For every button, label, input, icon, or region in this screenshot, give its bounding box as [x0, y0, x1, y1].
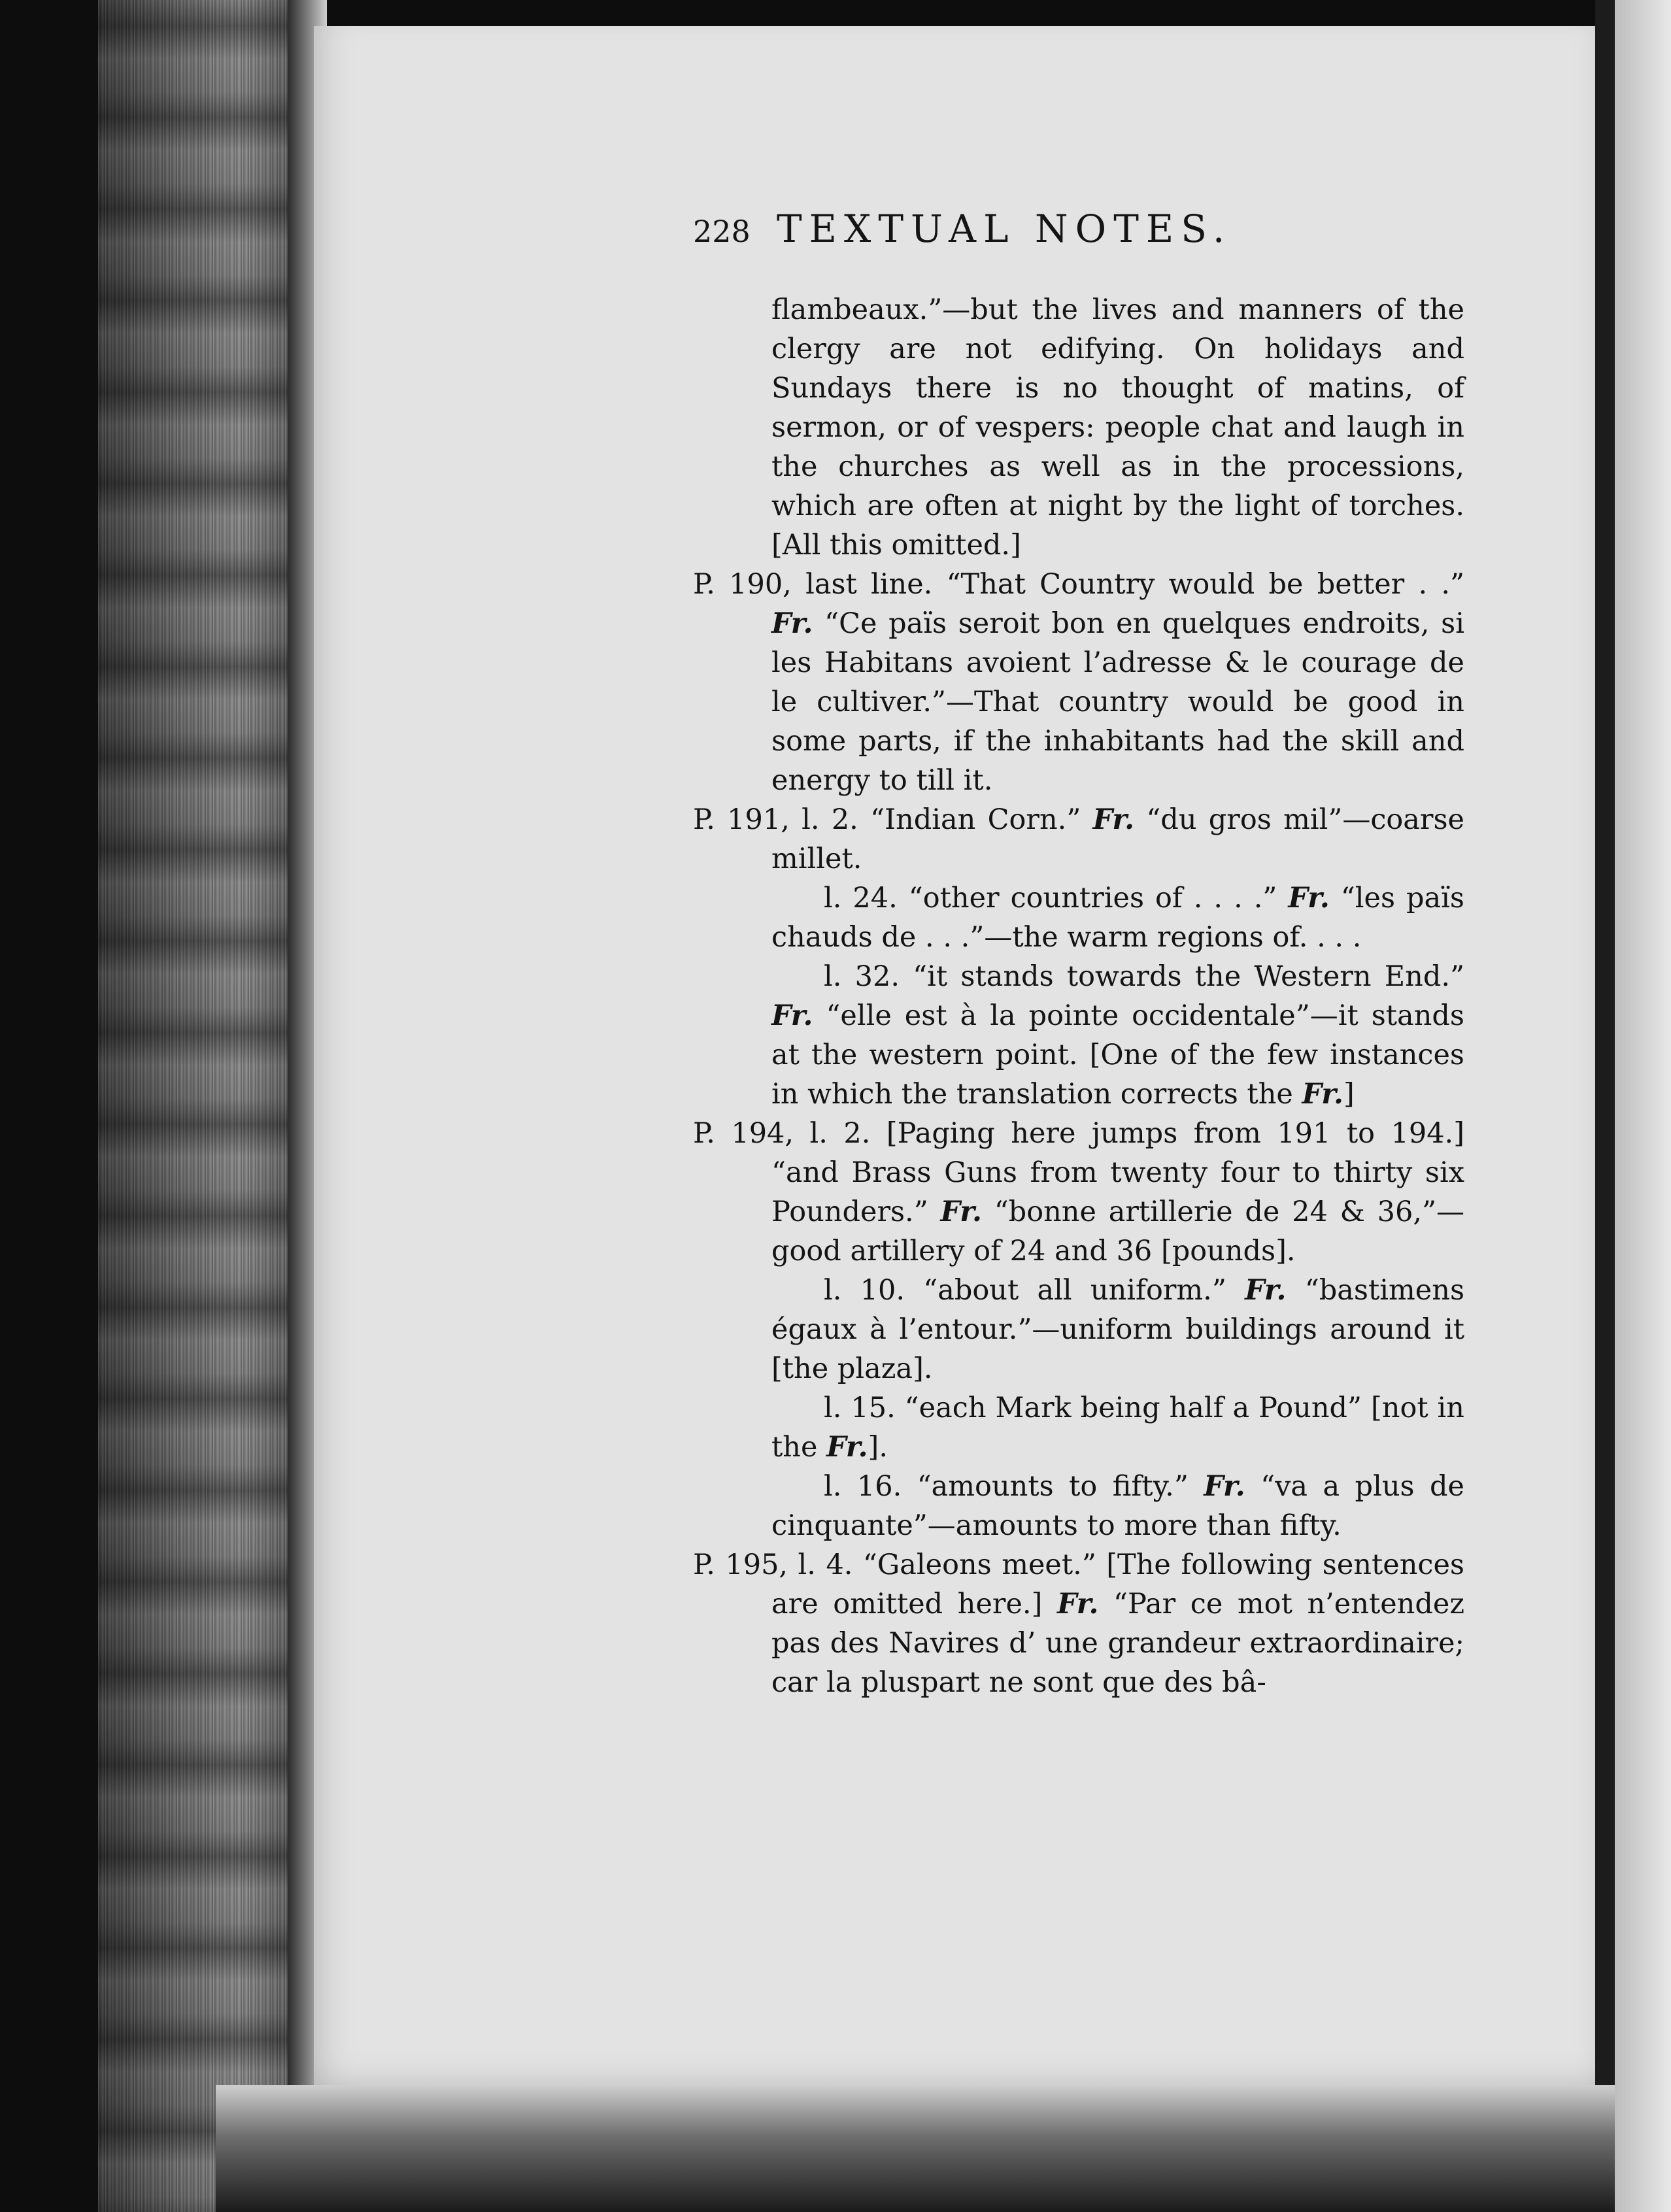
note-entry [693, 1545, 1464, 1702]
note-text: “Ce païs seroit bon en quelques endroits, si les Habitans avoient l’adresse & le courage de le cultiver.”—That country would be good in some parts, if the inhabitants had the skill and energy to till it. [771, 607, 1464, 797]
note-head: l. 10. “about all uniform.” [824, 1274, 1226, 1307]
bottom-shadow [216, 2085, 1615, 2212]
fr-abbrev: Fr. [771, 607, 813, 640]
note-head: P. 195, l. 4. “Galeons meet.” [The following sentences are omitted here.] [693, 1549, 1464, 1620]
note-continuation [693, 290, 1464, 565]
note-entry [693, 1114, 1464, 1271]
book-page-edges [98, 0, 301, 2212]
running-head [693, 209, 1464, 268]
fr-abbrev: Fr. [826, 1431, 868, 1464]
note-text: “Par ce mot n’entendez pas des Navires d’ une grandeur extraordinaire; car la pluspart ne sont que des bâ- [771, 1588, 1464, 1699]
facing-page-strip [1615, 0, 1671, 2212]
fr-abbrev: Fr. [1056, 1588, 1099, 1620]
note-entry [693, 800, 1464, 879]
fr-abbrev: Fr. [771, 999, 813, 1032]
note-entry [693, 565, 1464, 800]
note-text: “les païs chauds de . . .”—the warm regions of. . . . [771, 882, 1465, 954]
note-subentry [693, 1388, 1464, 1467]
note-subentry [693, 957, 1464, 1114]
text-block [693, 209, 1464, 1702]
note-subentry [693, 879, 1464, 957]
fr-abbrev: Fr. [1092, 803, 1135, 836]
fr-abbrev: Fr. [1302, 1078, 1343, 1111]
right-page-edge [1595, 0, 1615, 2212]
note-subentry [693, 1271, 1464, 1388]
note-text: ]. [868, 1431, 888, 1464]
note-head: l. 16. “amounts to fifty.” [824, 1470, 1189, 1503]
fr-abbrev: Fr. [1204, 1470, 1245, 1503]
fr-abbrev: Fr. [940, 1196, 982, 1228]
note-text: “elle est à la pointe occidentale”—it stands at the western point. [One of the few instances in which the translation corrects the [771, 999, 1464, 1111]
note-text: flambeaux.”—but the lives and manners of the clergy are not edifying. On holidays and Sundays there is no thought of matins, of sermon, or of vespers: people chat and laugh in the churches as well as in the processions, which are often at night by the light of torches. [All this omitted.] [771, 293, 1464, 561]
note-text: “va a plus de cinquante”—amounts to more than fifty. [771, 1470, 1465, 1542]
note-head: l. 15. “each Mark being half a Pound” [not in the [771, 1392, 1464, 1464]
note-text: “bastimens égaux à l’entour.”—uniform buildings around it [the plaza]. [771, 1274, 1465, 1385]
fr-abbrev: Fr. [1288, 882, 1330, 914]
note-subentry [693, 1467, 1464, 1545]
note-text: “bonne artillerie de 24 & 36,”—good artillery of 24 and 36 [pounds]. [771, 1196, 1464, 1267]
fr-abbrev: Fr. [1245, 1274, 1287, 1307]
note-head: l. 24. “other countries of . . . .” [824, 882, 1277, 914]
note-head: P. 194, l. 2. [Paging here jumps from 191 to 194.] “and Brass Guns from twenty four to thirty six Pounders.” [693, 1117, 1464, 1228]
note-head: P. 191, l. 2. “Indian Corn.” [693, 803, 1081, 836]
note-head: l. 32. “it stands towards the Western End.” [824, 960, 1464, 993]
note-head: P. 190, last line. “That Country would be better . .” [693, 568, 1464, 601]
page-title: TEXTUAL NOTES. [777, 207, 1232, 251]
page-number: 228 [693, 214, 751, 249]
note-tail: ] [1343, 1078, 1355, 1111]
note-text: “du gros mil”—coarse millet. [771, 803, 1465, 875]
